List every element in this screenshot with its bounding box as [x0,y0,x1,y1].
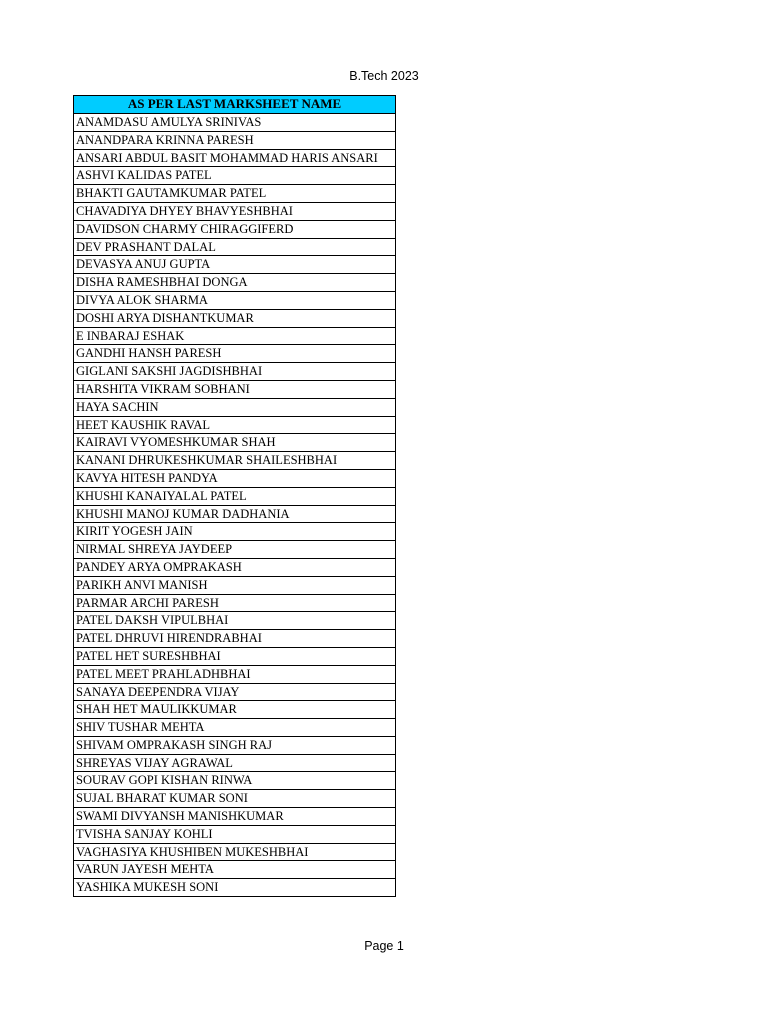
table-row [74,808,396,826]
page-title: B.Tech 2023 [349,69,419,83]
page-number: Page 1 [364,939,404,953]
name-cell: DAVIDSON CHARMY CHIRAGGIFERD [74,220,396,238]
page-header [0,68,768,84]
table-row [74,487,396,505]
table-row [74,558,396,576]
table-row [74,736,396,754]
name-cell: SHAH HET MAULIKKUMAR [74,701,396,719]
table-row [74,754,396,772]
name-cell: YASHIKA MUKESH SONI [74,879,396,897]
name-cell: DOSHI ARYA DISHANTKUMAR [74,309,396,327]
table-row [74,541,396,559]
name-cell: GANDHI HANSH PARESH [74,345,396,363]
name-cell: PATEL MEET PRAHLADHBHAI [74,665,396,683]
table-row [74,327,396,345]
page-footer [0,938,768,954]
name-cell: SANAYA DEEPENDRA VIJAY [74,683,396,701]
table-row [74,363,396,381]
table-row [74,256,396,274]
table-row [74,719,396,737]
name-cell: VAGHASIYA KHUSHIBEN MUKESHBHAI [74,843,396,861]
name-cell: VARUN JAYESH MEHTA [74,861,396,879]
name-cell: DEVASYA ANUJ GUPTA [74,256,396,274]
table-body [74,114,396,897]
table-row [74,594,396,612]
name-cell: PATEL HET SURESHBHAI [74,647,396,665]
name-cell: PARIKH ANVI MANISH [74,576,396,594]
name-cell: KANANI DHRUKESHKUMAR SHAILESHBHAI [74,452,396,470]
table-row [74,701,396,719]
name-cell: ANANDPARA KRINNA PARESH [74,131,396,149]
name-cell: KAIRAVI VYOMESHKUMAR SHAH [74,434,396,452]
table-row [74,345,396,363]
table-row [74,185,396,203]
name-cell: GIGLANI SAKSHI JAGDISHBHAI [74,363,396,381]
name-cell: E INBARAJ ESHAK [74,327,396,345]
name-cell: SOURAV GOPI KISHAN RINWA [74,772,396,790]
name-cell: KHUSHI KANAIYALAL PATEL [74,487,396,505]
table-row [74,505,396,523]
name-cell: PATEL DHRUVI HIRENDRABHAI [74,630,396,648]
name-cell: SHREYAS VIJAY AGRAWAL [74,754,396,772]
table-row [74,149,396,167]
table-row [74,114,396,132]
table-row [74,452,396,470]
table-row [74,843,396,861]
names-table [73,95,396,897]
name-cell: BHAKTI GAUTAMKUMAR PATEL [74,185,396,203]
table-row [74,469,396,487]
table-row [74,291,396,309]
name-cell: ASHVI KALIDAS PATEL [74,167,396,185]
name-cell: PANDEY ARYA OMPRAKASH [74,558,396,576]
table-row [74,665,396,683]
table-row [74,167,396,185]
name-cell: NIRMAL SHREYA JAYDEEP [74,541,396,559]
name-cell: DEV PRASHANT DALAL [74,238,396,256]
name-cell: ANSARI ABDUL BASIT MOHAMMAD HARIS ANSARI [74,149,396,167]
name-cell: SUJAL BHARAT KUMAR SONI [74,790,396,808]
name-cell: DISHA RAMESHBHAI DONGA [74,274,396,292]
name-cell: KAVYA HITESH PANDYA [74,469,396,487]
table-row [74,630,396,648]
table-row [74,202,396,220]
name-cell: CHAVADIYA DHYEY BHAVYESHBHAI [74,202,396,220]
table-row [74,612,396,630]
table-header-row [74,96,396,114]
table-row [74,683,396,701]
table-row [74,523,396,541]
name-cell: KIRIT YOGESH JAIN [74,523,396,541]
table-row [74,576,396,594]
name-cell: HAYA SACHIN [74,398,396,416]
column-header: AS PER LAST MARKSHEET NAME [74,96,396,114]
name-cell: SHIV TUSHAR MEHTA [74,719,396,737]
table-row [74,416,396,434]
name-cell: PARMAR ARCHI PARESH [74,594,396,612]
name-cell: TVISHA SANJAY KOHLI [74,825,396,843]
name-cell: ANAMDASU AMULYA SRINIVAS [74,114,396,132]
table-row [74,238,396,256]
name-cell: SHIVAM OMPRAKASH SINGH RAJ [74,736,396,754]
name-cell: HARSHITA VIKRAM SOBHANI [74,380,396,398]
table-row [74,274,396,292]
table-row [74,790,396,808]
table-row [74,220,396,238]
table-row [74,879,396,897]
name-cell: PATEL DAKSH VIPULBHAI [74,612,396,630]
name-cell: DIVYA ALOK SHARMA [74,291,396,309]
table-row [74,309,396,327]
table-row [74,772,396,790]
table-row [74,825,396,843]
name-cell: HEET KAUSHIK RAVAL [74,416,396,434]
table-row [74,131,396,149]
table-row [74,861,396,879]
table-row [74,434,396,452]
table-row [74,380,396,398]
name-cell: SWAMI DIVYANSH MANISHKUMAR [74,808,396,826]
name-cell: KHUSHI MANOJ KUMAR DADHANIA [74,505,396,523]
table-row [74,398,396,416]
table-row [74,647,396,665]
